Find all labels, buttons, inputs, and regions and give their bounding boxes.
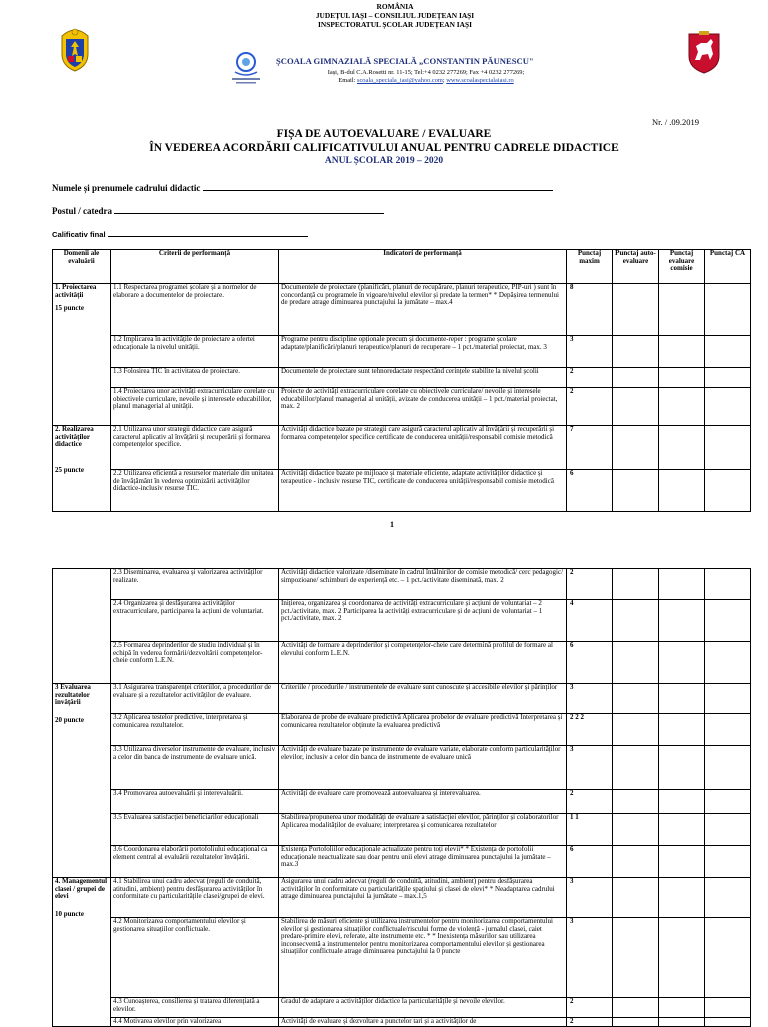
domain-cell [53,878,111,1027]
school-year: ANUL ȘCOLAR 2019 – 2020 [324,156,444,166]
table-row [53,1018,751,1027]
indicator-cell: Proiecte de activități extracurriculare corelate cu obiectivele curriculare/ nevoile și interesele educabililor/planul managerial al unității, avizate de conducerea unității – 1 pct./material proiectat, max. 2 [279,388,567,426]
ca-points-cell[interactable] [705,790,751,814]
self-points-cell[interactable] [613,878,659,918]
school-logo-icon [226,48,266,86]
header-indicators: Indicatori de performanță [279,250,567,284]
max-points-cell: 8 [567,284,613,336]
header-self-points: Punctaj auto-evaluare [613,250,659,284]
domain-cell [53,569,111,684]
max-points-cell: 2 [567,998,613,1018]
institution-header [230,2,560,29]
table-row [53,426,751,470]
self-points-cell[interactable] [613,1018,659,1027]
name-field[interactable] [52,182,553,193]
indicator-cell: Activități de formare a deprinderilor și competențelor-cheie care determină profilul de formare al elevului conform L.E.N. [279,642,567,684]
ca-points-cell[interactable] [705,714,751,746]
indicator-cell: Activități didactice valorizate /diseminate în cadrul întâlnirilor de comisie metodică/ cerc pedagogic/ simpozioane/ schimburi de experiență etc. – 1 pct./activitate diseminată, max. 2 [279,569,567,600]
indicator-cell: Elaborarea de probe de evaluare predictivă Aplicarea probelor de evaluare predictivă Interpretarea și comunicarea rezultatelor obținute la evaluarea predictivă [279,714,567,746]
ca-points-cell[interactable] [705,336,751,368]
table-row [53,918,751,998]
criterion-cell: 1.4 Proiectarea unor activități extracurriculare corelate cu obiectivele curriculare, nevoile și interesele educabililor, planul managerial al unității. [111,388,279,426]
indicator-cell: Criteriile / procedurile / instrumentele de evaluare sunt cunoscute și accesibile elevilor și părinților [279,684,567,714]
table-row [53,470,751,512]
max-points-cell: 2 2 2 [567,714,613,746]
ca-points-cell[interactable] [705,1018,751,1027]
commission-points-cell[interactable] [659,336,705,368]
self-points-cell[interactable] [613,600,659,642]
self-points-cell[interactable] [613,569,659,600]
max-points-cell: 2 [567,388,613,426]
contact-line [276,77,576,85]
self-points-cell[interactable] [613,846,659,878]
domain-label: 3 Evaluarea rezultatelor învățării [55,683,91,707]
criterion-cell: 4.4 Motivarea elevilor prin valorizarea [111,1018,279,1027]
email-label: Email: [338,77,356,84]
registration-number: Nr. / .09.2019 [652,117,699,127]
email-link[interactable]: scoala_speciala_iasi@yahoo.com [356,77,443,84]
table-header-row [53,250,751,284]
table-row [53,878,751,918]
header-commission-points: Punctaj evaluare comisie [659,250,705,284]
criterion-cell: 2.2 Utilizarea eficientă a resurselor materiale din unitatea de învățământ în vederea optimizării activităților didactice-inclusiv resurse TIC. [111,470,279,512]
indicator-cell: Documentele de proiectare (planificări, planuri de recupărare, planuri terapeutice, PIP-uri ) sunt în concordanță cu programele în vigoare/nivelul elevilor și predate la termen* * Depășirea termenului de predare atrage diminuarea punctajului la jumătate – max.4 [279,284,567,336]
calificativ-field-line[interactable] [108,228,308,237]
self-points-cell[interactable] [613,336,659,368]
table-row [53,746,751,790]
max-points-cell: 3 [567,878,613,918]
table-row [53,846,751,878]
indicator-cell: Documentele de proiectare sunt tehnoredactate respectând cerințele stabilite la nivelul școlii [279,368,567,388]
max-points-cell: 7 [567,426,613,470]
criterion-cell: 1.2 Implicarea în activitățile de proiectare a ofertei educaționale la nivelul unității. [111,336,279,368]
max-points-cell: 2 [567,1018,613,1027]
commission-points-cell[interactable] [659,814,705,846]
ca-points-cell[interactable] [705,426,751,470]
table-row [53,642,751,684]
calificativ-field-label: Calificativ final [52,230,106,239]
max-points-cell: 2 [567,368,613,388]
ca-points-cell[interactable] [705,388,751,426]
commission-points-cell[interactable] [659,426,705,470]
commission-points-cell[interactable] [659,284,705,336]
criterion-cell: 2.1 Utilizarea unor strategii didactice care asigură caracterul aplicativ al învățării și recuperării și formarea competențelor specifice. [111,426,279,470]
table-row [53,998,751,1018]
indicator-cell: Inițierea, organizarea și coordonarea de activități extracurriculare și acțiuni de voluntariat – 2 pct./activitate, max. 2 Participarea la activități extracurriculare și de acțiuni de voluntariat – 1 pct./activitate, max. 2 [279,600,567,642]
max-points-cell: 2 [567,790,613,814]
domain-cell [53,426,111,512]
document-title: FIȘA DE AUTOEVALUARE / EVALUARE [276,128,492,140]
max-points-cell: 2 [567,569,613,600]
domain-cell [53,684,111,878]
ca-points-cell[interactable] [705,998,751,1018]
self-points-cell[interactable] [613,368,659,388]
max-points-cell: 6 [567,470,613,512]
ca-points-cell[interactable] [705,642,751,684]
commission-points-cell[interactable] [659,998,705,1018]
indicator-cell: Asigurarea unui cadru adecvat (reguli de conduită, atitudini, ambient) pentru desfășurarea activităților în conformitate cu particularitățile spațiului și clasei de elevi* * Neadaptarea cadrului atrage diminuarea punctajului la jumătate – max.1,5 [279,878,567,918]
domain-points: 25 puncte [55,465,84,474]
post-field[interactable] [52,205,384,216]
post-field-line[interactable] [114,205,384,214]
header-criteria: Criterii de performanță [111,250,279,284]
domain-points: 20 puncte [55,715,84,724]
domain-label: 2. Realizarea activităților didactice [55,425,94,449]
criterion-cell: 3.6 Coordonarea elaborării portofoliului educațional ca element central al evaluării rezultatelor învățării. [111,846,279,878]
name-field-line[interactable] [203,182,553,191]
contact-separator: ; [442,77,445,84]
post-field-label: Postul / catedra [52,206,112,216]
table-row [53,814,751,846]
max-points-cell: 6 [567,642,613,684]
domain-points: 10 puncte [55,909,84,918]
ca-points-cell[interactable] [705,569,751,600]
header-line-1: ROMÂNIA [376,2,414,11]
ca-points-cell[interactable] [705,746,751,790]
ca-points-cell[interactable] [705,368,751,388]
ca-points-cell[interactable] [705,878,751,918]
self-points-cell[interactable] [613,684,659,714]
criterion-cell: 3.2 Aplicarea testelor predictive, interpretarea și comunicarea rezultatelor. [111,714,279,746]
self-points-cell[interactable] [613,714,659,746]
table-row [53,600,751,642]
max-points-cell: 3 [567,684,613,714]
indicator-cell: Activități de evaluare și dezvoltare a punctelor tari și a activităților de [279,1018,567,1027]
header-max-points: Punctaj maxim [567,250,613,284]
commission-points-cell[interactable] [659,569,705,600]
commission-points-cell[interactable] [659,918,705,998]
header-line-3: INSPECTORATUL ȘCOLAR JUDEȚEAN IAȘI [318,20,472,29]
indicator-cell: Activități de evaluare care promovează autoevaluarea și interevaluarea. [279,790,567,814]
document-subtitle: ÎN VEDEREA ACORDĂRII CALIFICATIVULUI ANUAL PENTRU CADRELE DIDACTICE [149,142,619,154]
criterion-cell: 3.1 Asigurarea transparenței criteriilor, a procedurilor de evaluare și a rezultatelor activităților de evaluare. [111,684,279,714]
max-points-cell: 3 [567,918,613,998]
commission-points-cell[interactable] [659,642,705,684]
indicator-cell: Programe pentru discipline opționale precum și documente-reper : programe școlare adaptate/planificări/planuri terapeutice/planuri de recuperare – 1 pct./material proiectat, max. 3 [279,336,567,368]
domain-label: 1. Proiectarea activității [55,283,97,299]
commission-points-cell[interactable] [659,1018,705,1027]
website-link[interactable]: www.scoalaspecialaiasi.ro [446,77,514,84]
evaluation-table-page-2 [52,568,751,1027]
self-points-cell[interactable] [613,790,659,814]
ca-points-cell[interactable] [705,814,751,846]
self-points-cell[interactable] [613,746,659,790]
criterion-cell: 1.1 Respectarea programei școlare și a normelor de elaborare a documentelor de proiectare. [111,284,279,336]
self-points-cell[interactable] [613,998,659,1018]
criterion-cell: 4.3 Cunoașterea, consilierea și tratarea diferențiată a elevilor. [111,998,279,1018]
indicator-cell: Activități de evaluare bazate pe instrumente de evaluare variate, elaborate conform particularităților elevilor, inclusiv a celor din banca de instrumente de evaluare unică [279,746,567,790]
indicator-cell: Stabilirea de măsuri eficiente și utilizarea instrumentelor pentru monitorizarea comportamentului elevilor și gestionarea situațiilor conflictuale/riscului forme de violență - jurnalul clasei, caiet predare-primire elevi, referate, alte instrumente etc. * * Inexistența măsurilor sau utilizarea inconsecventă a instrumentelor pentru monitorizarea comportamentului elevilor și gestionarea situațiilor conflictuale atrage diminuarea punctajului la 0 puncte [279,918,567,998]
self-points-cell[interactable] [613,284,659,336]
school-name: ȘCOALA GIMNAZIALĂ SPECIALĂ „CONSTANTIN PĂUNESCU" [276,56,534,66]
max-points-cell: 6 [567,846,613,878]
indicator-cell: Existența Portofoliilor educaționale actualizate pentru toți elevii* * Existența de portofolii educaționale neactualizate sau doar pentru unii elevi atrage diminuarea punctajului la jumătate – max.3 [279,846,567,878]
criterion-cell: 2.4 Organizarea și desfășurarea activităților extracurriculare, participarea la acțiuni de voluntariat. [111,600,279,642]
table-row [53,714,751,746]
table-row [53,790,751,814]
criterion-cell: 4.2 Monitorizarea comportamentului elevilor și gestionarea situațiilor conflictuale. [111,918,279,998]
calificativ-field[interactable] [52,228,308,239]
school-address-block [276,69,576,85]
max-points-cell: 4 [567,600,613,642]
commission-points-cell[interactable] [659,846,705,878]
commission-points-cell[interactable] [659,388,705,426]
commission-points-cell[interactable] [659,714,705,746]
commission-points-cell[interactable] [659,746,705,790]
commission-points-cell[interactable] [659,470,705,512]
max-points-cell: 3 [567,336,613,368]
domain-cell [53,284,111,426]
indicator-cell: Stabilirea/propunerea unor modalități de evaluare a satisfacției elevilor, părinților și colaboratorilor Aplicarea modalităților de evaluare; interpretarea și comunicarea rezultatelor [279,814,567,846]
table-row [53,284,751,336]
self-points-cell[interactable] [613,814,659,846]
commission-points-cell[interactable] [659,600,705,642]
iasi-county-shield-icon [687,30,721,74]
evaluation-table-page-1 [52,249,751,512]
max-points-cell: 1 1 [567,814,613,846]
criterion-cell: 4.1 Stabilirea unui cadru adecvat (reguli de conduită, atitudini, ambient) pentru desfășurarea activităților în conformitate cu particularitățile clasei/grupei de elevi. [111,878,279,918]
criterion-cell: 3.4 Promovarea autoevaluării și interevaluării. [111,790,279,814]
self-points-cell[interactable] [613,918,659,998]
school-address: Iași, B-dul C.A.Rosetti nr. 11-15; Tel:+4 0232 277269; Fax +4 0232 277269; [327,69,525,76]
ca-points-cell[interactable] [705,600,751,642]
ca-points-cell[interactable] [705,284,751,336]
header-domain: Domenii ale evaluării [53,250,111,284]
criterion-cell: 3.5 Evaluarea satisfacției beneficiarilor educaționali [111,814,279,846]
commission-points-cell[interactable] [659,878,705,918]
self-points-cell[interactable] [613,388,659,426]
self-points-cell[interactable] [613,642,659,684]
ca-points-cell[interactable] [705,470,751,512]
self-points-cell[interactable] [613,470,659,512]
header-line-2: JUDEȚUL IAȘI – CONSILIUL JUDEȚEAN IAȘI [315,11,475,20]
table-row [53,388,751,426]
criterion-cell: 1.3 Folosirea TIC în activitatea de proiectare. [111,368,279,388]
table-row [53,569,751,600]
header-ca-points: Punctaj CA [705,250,751,284]
table-row [53,368,751,388]
criterion-cell: 2.3 Diseminarea, evaluarea și valorizarea activităților realizate. [111,569,279,600]
self-points-cell[interactable] [613,426,659,470]
page-number: 1 [390,520,394,529]
criterion-cell: 2.5 Formarea deprinderilor de studiu individual și în echipă în vederea formării/dezvoltării competențelor-cheie conform L.E.N. [111,642,279,684]
indicator-cell: Gradul de adaptare a activităților didactice la particularitățile și nevoile elevilor. [279,998,567,1018]
name-field-label: Numele și prenumele cadrului didactic [52,183,201,193]
domain-label: 4. Managementul clasei / grupei de elevi [55,877,108,901]
commission-points-cell[interactable] [659,368,705,388]
indicator-cell: Activități didactice bazate pe mijloace și materiale eficiente, adaptate activităților didactice și terapeutice - inclusiv resurse TIC, certificate de conducerea unității/responsabil comisie metodică [279,470,567,512]
criterion-cell: 3.3 Utilizarea diverselor instrumente de evaluare, inclusiv a celor din banca de instrumente de evaluare unică. [111,746,279,790]
max-points-cell: 3 [567,746,613,790]
ca-points-cell[interactable] [705,684,751,714]
table-row [53,336,751,368]
domain-points: 15 puncte [55,304,84,313]
commission-points-cell[interactable] [659,684,705,714]
commission-points-cell[interactable] [659,790,705,814]
romania-coat-of-arms-icon [58,26,92,72]
table-row [53,684,751,714]
ca-points-cell[interactable] [705,846,751,878]
indicator-cell: Activități didactice bazate pe strategii care asigură caracterul aplicativ al învățării și recuperării și formarea competențelor specifice certificate de conducerea unității/responsabil comisie metodică [279,426,567,470]
ca-points-cell[interactable] [705,918,751,998]
